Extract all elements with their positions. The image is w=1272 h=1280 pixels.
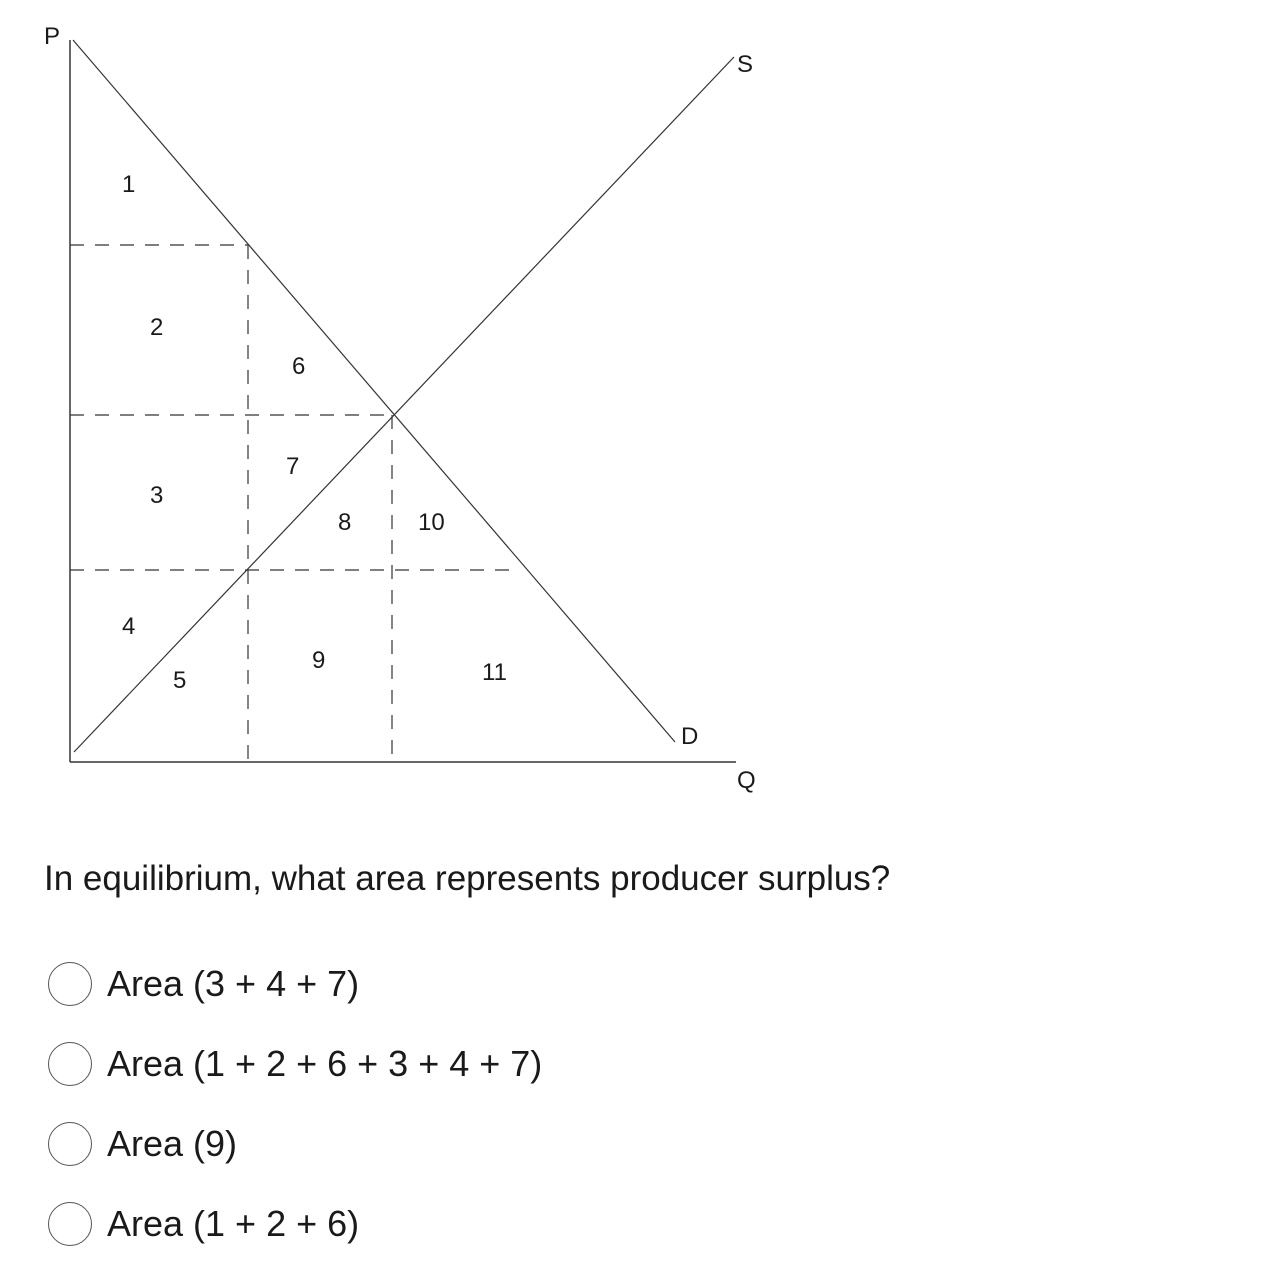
answer-option-4[interactable]: [48, 1200, 542, 1248]
demand-curve: [73, 40, 675, 742]
question-text: In equilibrium, what area represents producer surplus?: [44, 859, 891, 898]
answer-option-3[interactable]: [48, 1120, 542, 1168]
quantity-axis-label: Q: [737, 767, 756, 794]
area-label-9: 9: [312, 647, 326, 674]
supply-demand-diagram: [0, 0, 800, 810]
answer-option-1[interactable]: [48, 960, 542, 1008]
area-label-8: 8: [338, 509, 352, 536]
answer-option-label[interactable]: Area (1 + 2 + 6): [107, 1203, 360, 1244]
area-label-5: 5: [173, 667, 187, 694]
answer-option-label[interactable]: Area (3 + 4 + 7): [107, 963, 360, 1004]
answer-option-label[interactable]: Area (9): [107, 1123, 238, 1164]
demand-curve-label: D: [681, 723, 699, 750]
price-axis-label: P: [44, 23, 61, 50]
radio-button[interactable]: [48, 1042, 92, 1086]
area-label-1: 1: [122, 171, 136, 198]
area-label-10: 10: [418, 509, 445, 536]
dashed-guides: [70, 245, 518, 762]
area-label-11: 11: [482, 659, 507, 686]
supply-curve-label: S: [737, 51, 754, 78]
answer-option-label[interactable]: Area (1 + 2 + 6 + 3 + 4 + 7): [107, 1043, 543, 1084]
area-label-3: 3: [150, 482, 164, 509]
supply-curve: [74, 57, 734, 752]
area-label-7: 7: [286, 453, 300, 480]
area-label-6: 6: [292, 353, 306, 380]
radio-button[interactable]: [48, 1202, 92, 1246]
area-label-4: 4: [122, 613, 136, 640]
radio-button[interactable]: [48, 962, 92, 1006]
radio-button[interactable]: [48, 1122, 92, 1166]
area-label-2: 2: [150, 314, 164, 341]
answer-option-2[interactable]: [48, 1040, 542, 1088]
answer-options: [48, 960, 542, 1280]
